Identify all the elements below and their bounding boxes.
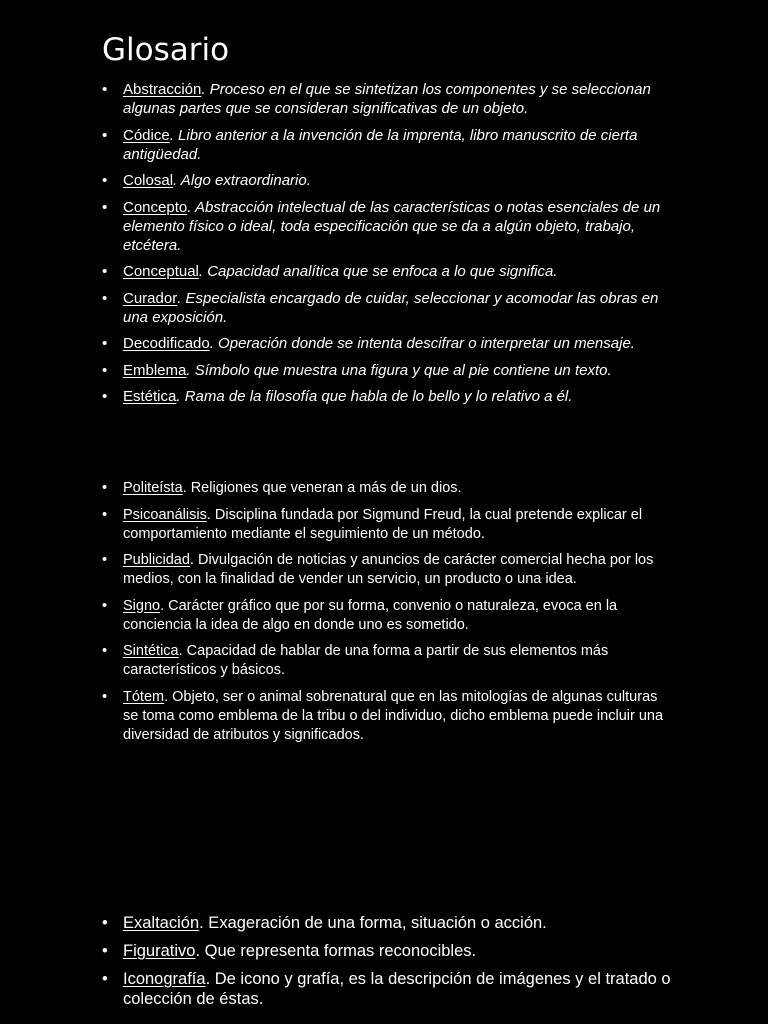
glossary-definition: . Algo extraordinario. [173, 172, 311, 189]
glossary-definition: . Divulgación de noticias y anuncios de carácter comercial hecha por los medios, con la finalidad de vender un servicio, un producto o una idea. [123, 552, 654, 587]
glossary-entry [102, 941, 672, 961]
glossary-term: Conceptual [123, 263, 199, 280]
glossary-definition: . Abstracción intelectual de las características o notas esenciales de un elemento físico o ideal, toda especificación que se da a algún objeto, trabajo, etcétera. [123, 198, 661, 254]
glossary-term: Abstracción [123, 81, 202, 98]
glossary-term: Decodificado [123, 335, 210, 352]
glossary-entry [102, 198, 672, 255]
bullet-icon: • [102, 289, 108, 307]
bullet-icon: • [102, 942, 108, 960]
glossary-entry [102, 171, 672, 190]
glossary-term: Colosal [123, 172, 174, 189]
bullet-icon: • [102, 126, 108, 144]
glossary-term: Emblema [123, 361, 187, 379]
bullet-icon: • [102, 81, 108, 98]
bullet-icon: • [102, 172, 108, 189]
glossary-list-2 [102, 479, 672, 752]
glossary-definition: . De icono y grafía, es la descripción de imágenes y el tratado o colección de éstas. [123, 970, 671, 1008]
glossary-entry [102, 262, 672, 281]
glossary-term: Iconografía [123, 970, 206, 988]
bullet-icon: • [102, 552, 108, 568]
glossary-definition: . Capacidad de hablar de una forma a partir de sus elementos más característicos y básicos. [123, 643, 609, 678]
glossary-entry [102, 126, 672, 164]
glossary-definition: . Exageración de una forma, situación o acción. [199, 914, 547, 932]
glossary-entry [102, 289, 672, 327]
page-title: Glosario [102, 32, 230, 68]
glossary-entry [102, 642, 672, 680]
bullet-icon: • [102, 970, 108, 988]
bullet-icon: • [102, 914, 108, 932]
glossary-entry [102, 688, 672, 745]
glossary-entry [102, 80, 672, 118]
glossary-list-1 [102, 80, 672, 414]
glossary-entry [102, 969, 672, 1009]
glossary-definition: . Símbolo que muestra una figura y que al pie contiene un texto. [186, 361, 612, 379]
bullet-icon: • [102, 263, 108, 280]
glossary-term: Sintética [123, 643, 179, 659]
bullet-icon: • [102, 643, 108, 659]
glossary-definition: . Disciplina fundada por Sigmund Freud, la cual pretende explicar el comportamiento mediante el seguimiento de un método. [123, 506, 643, 542]
glossary-entry [102, 913, 672, 933]
glossary-entry [102, 597, 672, 635]
glossary-definition: . Especialista encargado de cuidar, seleccionar y acomodar las obras en una exposición. [123, 289, 659, 326]
glossary-definition: . Carácter gráfico que por su forma, convenio o naturaleza, evoca en la conciencia la idea de algo en donde uno es sometido. [123, 597, 618, 633]
bullet-icon: • [102, 688, 108, 705]
glossary-entry [102, 506, 672, 544]
glossary-term: Estética [123, 388, 177, 405]
glossary-list-3 [102, 913, 672, 1017]
bullet-icon: • [102, 480, 108, 496]
glossary-term: Psicoanálisis [123, 506, 207, 523]
glossary-entry [102, 387, 672, 406]
glossary-entry [102, 551, 672, 589]
glossary-definition: . Proceso en el que se sintetizan los componentes y se seleccionan algunas partes que se consideran significativas de un objeto. [123, 81, 651, 117]
glossary-term: Publicidad [123, 552, 190, 568]
glossary-term: Figurativo [123, 942, 196, 960]
glossary-entry [102, 479, 672, 498]
bullet-icon: • [102, 597, 108, 614]
glossary-term: Códice [123, 126, 170, 144]
bullet-icon: • [102, 388, 108, 405]
glossary-term: Curador [123, 289, 178, 307]
glossary-entry [102, 334, 672, 353]
glossary-definition: . Libro anterior a la invención de la imprenta, libro manuscrito de cierta antigüedad. [123, 126, 638, 163]
glossary-definition: . Capacidad analítica que se enfoca a lo que significa. [198, 263, 558, 280]
glossary-definition: . Rama de la filosofía que habla de lo bello y lo relativo a él. [176, 388, 573, 405]
bullet-icon: • [102, 361, 108, 379]
glossary-definition: . Objeto, ser o animal sobrenatural que en las mitologías de algunas culturas se toma como emblema de la tribu o del individuo, dicho emblema puede incluir una diversidad de atributos y significados. [123, 688, 664, 743]
glossary-definition: . Que representa formas reconocibles. [195, 942, 477, 960]
glossary-term: Signo [123, 597, 161, 614]
glossary-term: Tótem [123, 688, 165, 705]
glossary-term: Politeísta [123, 480, 183, 496]
glossary-definition: . Operación donde se intenta descifrar o interpretar un mensaje. [209, 335, 635, 352]
glossary-term: Concepto [123, 198, 188, 216]
glossary-definition: . Religiones que veneran a más de un dios. [182, 480, 462, 496]
bullet-icon: • [102, 335, 108, 352]
glossary-entry [102, 361, 672, 380]
bullet-icon: • [102, 198, 108, 216]
bullet-icon: • [102, 506, 108, 523]
glossary-term: Exaltación [123, 914, 200, 932]
